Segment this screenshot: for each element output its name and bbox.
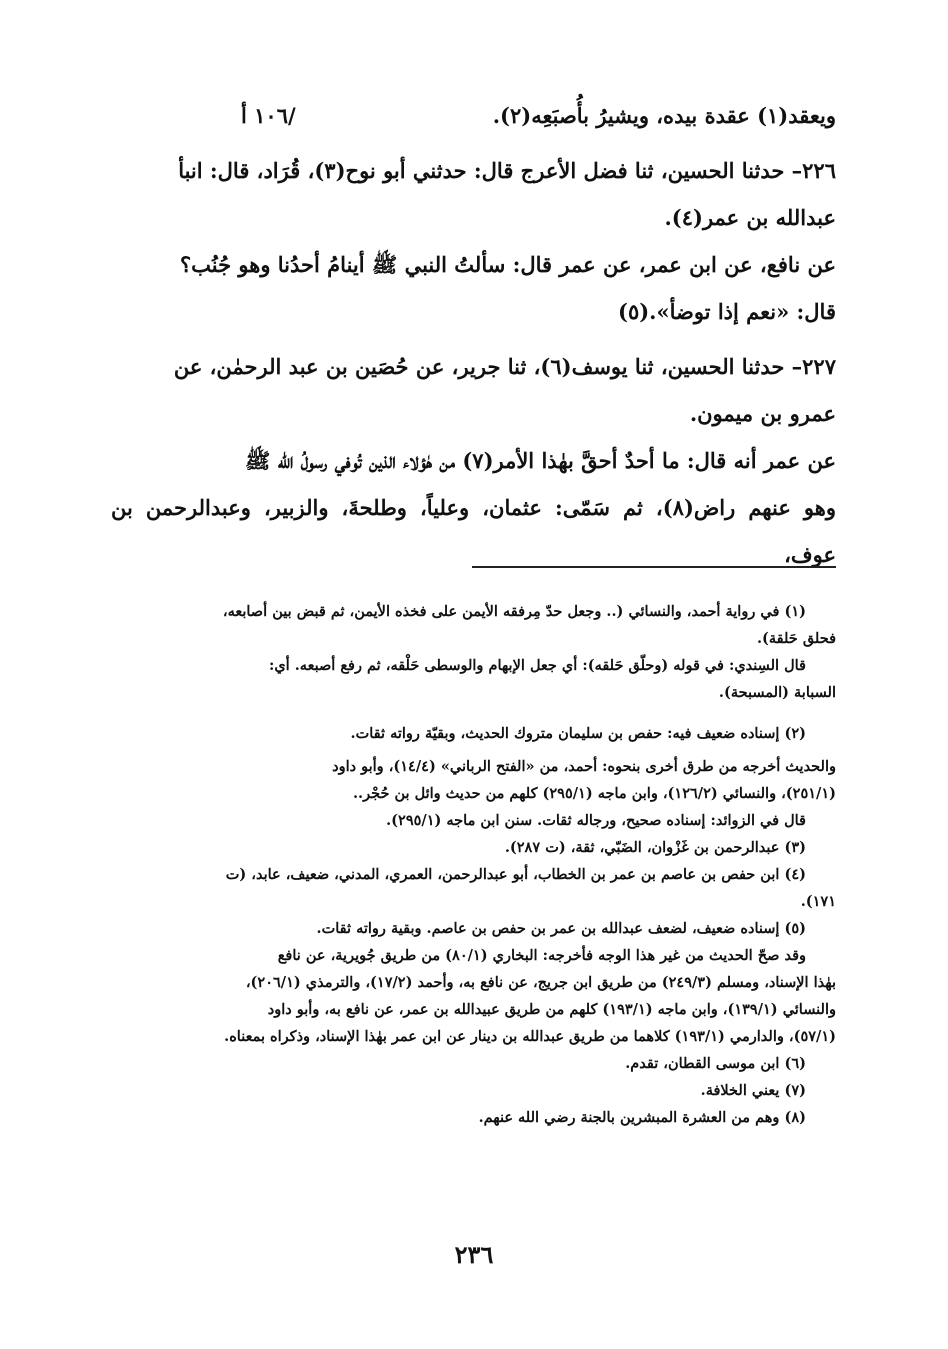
- page-number: ٢٣٦: [454, 1240, 494, 1269]
- footnote-5-line: (٥٧/١)، والدارمي (١٩٣/١) كلاهما من طريق عبدالله بن دينار عن ابن عمر بهٰذا الإسناد، وذكراه بمعناه.: [224, 1028, 836, 1045]
- hadith-226-line-2: عبدالله بن عمر(٤).: [664, 205, 836, 230]
- footnote-4-line: ١٧١).: [800, 893, 836, 910]
- footnote-2-line: (٢٥١/١)، والنسائي (١٢٦/٢)، وابن ماجه (٢٩٥/١) كلهم من حديث وائل بن حُجْر..: [353, 785, 836, 802]
- footnote-5-line: بهٰذا الإسناد، ومسلم (٢٤٩/٣) من طريق ابن جريج، عن نافع به، وأحمد (١٧/٢)، والترمذي (٢٠٦/١)،: [245, 974, 836, 991]
- hadith-227-line-2: عمرو بن ميمون.: [689, 401, 836, 426]
- top-line: [111, 92, 836, 139]
- footnote-5-line: والنسائي (١٣٩/١)، وابن ماجه (١٩٣/١) كلهم من طريق عبيدالله بن عمر، عن نافع به، وأبو داود: [267, 1001, 836, 1018]
- footnote-5-line: (٥) إسناده ضعيف، لضعف عبدالله بن عمر بن حفص بن عاصم. وبقية رواته ثقات.: [316, 920, 806, 937]
- text-line: ويعقد(١) عقدة بيده، ويشيرُ بأُصبَعِه(٢).: [492, 103, 836, 128]
- footnote-2-line: قال في الزوائد: إسناده صحيح، ورجاله ثقات. سنن ابن ماجه (٢٩٥/١).: [386, 812, 806, 829]
- footnotes: [111, 598, 836, 1131]
- footnote-8: (٨) وهم من العشرة المبشرين بالجنة رضي الله عنهم.: [478, 1109, 806, 1126]
- footnote-4-line: (٤) ابن حفص بن عاصم بن عمر بن الخطاب، أبو عبدالرحمن، العمري، المدني، ضعيف، عابد، (ت: [225, 866, 806, 883]
- footnote-1-line: قال السِندي: في قوله (وحلّق حَلقه): أي جعل الإبهام والوسطى حَلْقه، ثم رفع أصبعه. أي:: [268, 657, 806, 674]
- hadith-227-line-3: عن عمر أنه قال: ما أحدٌ أحقَّ بهٰذا الأمر(٧) من هٰؤلاء الذين تُوفي رسولُ الله ﷺ: [245, 448, 836, 473]
- footnote-1-line: السبابة (المسبحة).: [718, 684, 836, 701]
- footnote-1-line: فحلق حَلقة).: [756, 630, 836, 647]
- folio-marker: /١٠٦ أ: [241, 103, 296, 128]
- footnote-2-line: (٢) إسناده ضعيف فيه: حفص بن سليمان متروك الحديث، وبقيّة رواته ثقات.: [350, 725, 806, 742]
- hadith-226-line-1: ٢٢٦– حدثنا الحسين، ثنا فضل الأعرج قال: حدثني أبو نوح(٣)، قُرَاد، قال: انبأ: [178, 158, 836, 183]
- footnote-5-line: وقد صحّ الحديث من غير هذا الوجه فأخرجه: البخاري (٨٠/١) من طريق جُويرية، عن نافع: [277, 947, 806, 964]
- footnote-3: (٣) عبدالرحمن بن غَزْوان، الضَبّي، ثقة، (ت ٢٨٧).: [504, 839, 806, 856]
- hadith-227-line-4: وهو عنهم راض(٨)، ثم سَمّى: عثمان، وعلياً، وطلحةَ، والزبير، وعبدالرحمن بن عوف،: [111, 495, 836, 567]
- hadith-226-line-3: عن نافع، عن ابن عمر، عن عمر قال: سألتُ النبي ﷺ أينامُ أحدُنا وهو جُنُب؟: [180, 252, 836, 277]
- main-text: [111, 92, 836, 578]
- hadith-227-line-1: ٢٢٧– حدثنا الحسين، ثنا يوسف(٦)، ثنا جرير، عن حُصَين بن عبد الرحمٰن، عن: [173, 354, 836, 379]
- footnote-divider: [472, 566, 836, 568]
- footnote-7: (٧) يعني الخلافة.: [700, 1082, 806, 1099]
- hadith-226-line-4: قال: «نعم إذا توضأ».(٥): [618, 299, 836, 324]
- footnote-6: (٦) ابن موسى القطان، تقدم.: [625, 1055, 806, 1072]
- footnote-1-line: (١) في رواية أحمد، والنسائي (.. وجعل حدّ مِرفقه الأيمن على فخذه الأيمن، ثم قبض بين أصابعه،: [222, 603, 806, 620]
- footnote-2-line: والحديث أخرجه من طرق أخرى بنحوه: أحمد، من «الفتح الرباني» (١٤/٤)، وأبو داود: [332, 758, 836, 775]
